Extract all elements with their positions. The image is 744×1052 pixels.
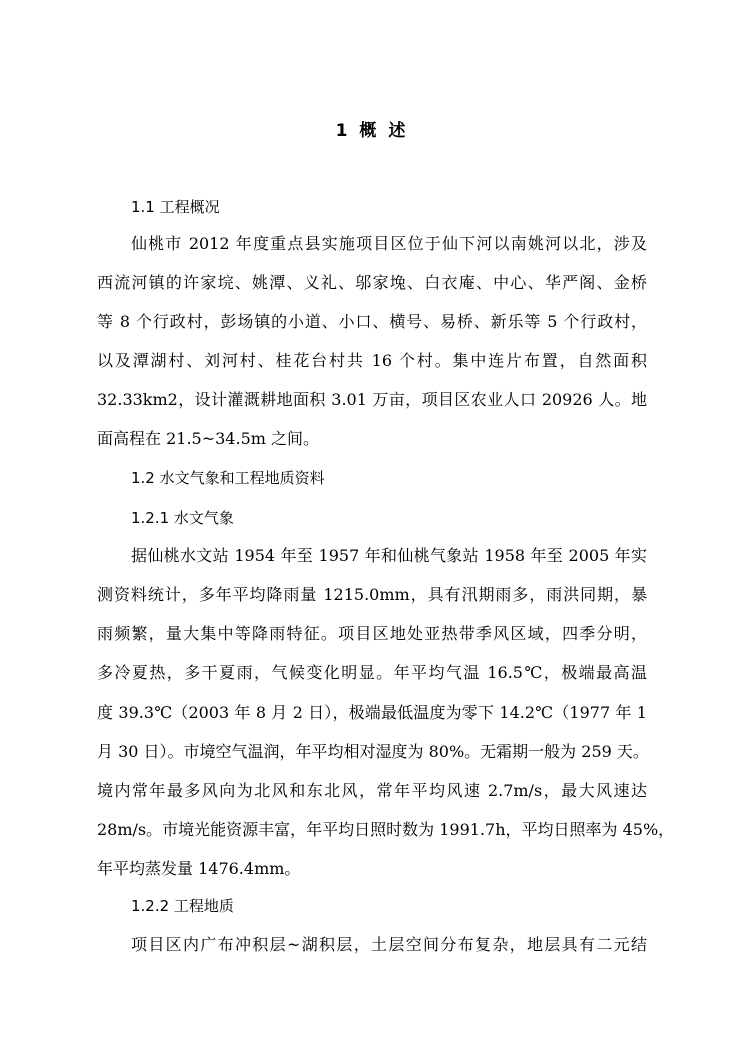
paragraph-line: 测资料统计，多年平均降雨量 1215.0mm，具有汛期雨多，雨洪同期，暴 [97, 585, 647, 604]
paragraph-line: 项目区内广布冲积层~湖积层，土层空间分布复杂，地层具有二元结 [131, 935, 647, 954]
paragraph-line: 等 8 个行政村，彭场镇的小道、小口、横号、易桥、新乐等 5 个行政村， [97, 312, 647, 331]
paragraph-line: 以及潭湖村、刘河村、桂花台村共 16 个村。集中连片布置，自然面积 [97, 351, 647, 370]
section-heading-1-1: 1.1 工程概况 [131, 198, 220, 216]
section-heading-1-2-1: 1.2.1 水文气象 [131, 509, 234, 527]
paragraph-line: 雨频繁，量大集中等降雨特征。项目区地处亚热带季风区域，四季分明， [97, 624, 647, 643]
section-heading-1-2: 1.2 水文气象和工程地质资料 [131, 469, 325, 487]
paragraph-line: 32.33km2，设计灌溉耕地面积 3.01 万亩，项目区农业人口 20926 人。地 [97, 390, 647, 409]
paragraph-line: 年平均蒸发量 1476.4mm。 [97, 859, 301, 878]
paragraph-line: 28m/s。市境光能资源丰富，年平均日照时数为 1991.7h，平均日照率为 45%， [97, 820, 675, 839]
paragraph-line: 面高程在 21.5~34.5m 之间。 [97, 429, 320, 448]
paragraph-line: 境内常年最多风向为北风和东北风，常年平均风速 2.7m/s，最大风速达 [97, 781, 647, 800]
paragraph-line: 据仙桃水文站 1954 年至 1957 年和仙桃气象站 1958 年至 2005 年实 [131, 546, 647, 565]
paragraph-line: 多冷夏热，多干夏雨，气候变化明显。年平均气温 16.5℃，极端最高温 [97, 663, 647, 682]
paragraph-line: 度 39.3℃（2003 年 8 月 2 日），极端最低温度为零下 14.2℃（1977 年 1 [97, 703, 647, 722]
section-heading-1-2-2: 1.2.2 工程地质 [131, 897, 234, 915]
paragraph-line: 西流河镇的许家垸、姚潭、义礼、邬家堍、白衣庵、中心、华严阁、金桥 [97, 273, 647, 292]
paragraph-line: 月 30 日）。市境空气温润，年平均相对湿度为 80%。无霜期一般为 259 天。 [97, 742, 649, 761]
chapter-title: 1 概 述 [335, 121, 409, 141]
paragraph-line: 仙桃市 2012 年度重点县实施项目区位于仙下河以南姚河以北，涉及 [131, 234, 647, 253]
